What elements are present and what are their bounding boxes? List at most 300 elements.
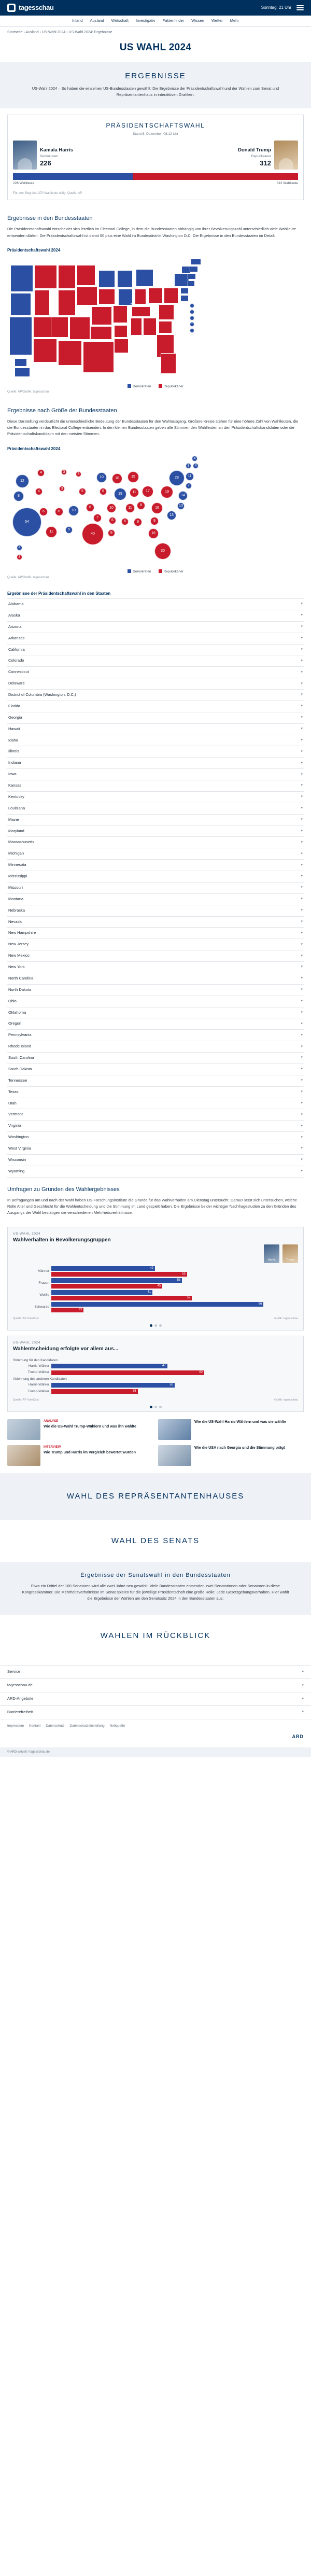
footer [0,1665,311,1747]
nav-item-wissen[interactable]: Wissen [191,18,204,23]
state-row-label: Texas [8,1089,19,1094]
bubble-florida[interactable]: 30 [154,543,171,559]
chevron-down-icon: ▾ [301,897,303,901]
chevron-down-icon: ▾ [301,863,303,867]
state-row-label: Georgia [8,715,22,720]
candidate-party-trump: Republikaner [251,154,271,158]
state-row[interactable] [7,667,304,678]
nav-item-inland[interactable]: Inland [72,18,83,23]
chevron-down-icon: ▾ [301,886,303,890]
teaser-card[interactable] [7,1419,153,1440]
chart2-rejection-row [13,1382,298,1387]
bubble-wisconsin[interactable]: 10 [112,473,122,484]
footer-section-tagesschau[interactable] [0,1679,311,1692]
candidate-name-trump: Donald Trump [238,147,271,153]
main-nav [0,16,311,27]
bubble-nevada[interactable]: 6 [39,508,48,516]
state-row[interactable] [7,701,304,712]
teaser-title: Wie die US-Wahl Harris-Wählern und was sie wählte [194,1419,286,1424]
state-connecticut[interactable] [188,281,195,287]
chart1-title: Wahlverhalten in Bevölkerungsgruppen [13,1237,111,1243]
presidential-result-module [7,115,304,200]
chevron-down-icon: ▾ [301,976,303,981]
state-virginia[interactable] [167,303,178,304]
state-row[interactable] [7,1075,304,1087]
chevron-down-icon: ▾ [301,602,303,606]
bar-label-harris: 226 Wahlleute [13,181,35,186]
state-oklahoma[interactable] [90,326,112,340]
chevron-down-icon: ▾ [301,874,303,878]
state-row[interactable] [7,1098,304,1110]
electoral-bar [13,173,298,180]
survey-chart-1 [7,1227,304,1331]
bubble-alaska[interactable]: 3 [17,554,22,560]
teaser-text [44,1419,136,1440]
chevron-down-icon: ▾ [301,1067,303,1071]
state-dot-dc[interactable] [190,303,194,308]
teaser-thumbnail [7,1419,40,1440]
bubble-map[interactable] [7,454,304,565]
state-row[interactable] [7,973,304,985]
state-row[interactable] [7,894,304,905]
bubble-illinois[interactable]: 19 [114,488,126,500]
state-nevada[interactable] [33,317,53,338]
chart2-sympathy-value: 62 [199,1370,203,1374]
state-wyoming[interactable] [58,290,76,316]
state-alaska[interactable] [15,368,30,377]
footer-links [0,1719,311,1730]
bubble-california[interactable]: 54 [12,508,41,537]
bubble-montana[interactable]: 4 [37,469,45,477]
chart2-rejection-value: 50 [169,1383,173,1387]
footer-section-label-tagesschau: tagesschau.de [7,1683,33,1688]
state-idaho[interactable] [34,290,50,316]
state-row[interactable] [7,883,304,894]
chevron-down-icon: ▾ [301,1169,303,1173]
nav-item-mehr[interactable]: Mehr [230,18,239,23]
map-source-note: Quelle: AP/Grafik: tagesschau [7,390,49,394]
state-row[interactable] [7,599,304,610]
chart1-bar-value: 45 [157,1284,161,1287]
state-row-label: Tennessee [8,1077,27,1083]
chart1-bar-harris [51,1266,155,1271]
chart2-source: Quelle: AP VoteCast [13,1398,39,1402]
bubble-colorado[interactable]: 10 [68,506,79,516]
footer-section-accessibility[interactable] [0,1706,311,1719]
state-row[interactable] [7,1166,304,1178]
state-north-dakota[interactable] [58,265,76,289]
bubble-idaho[interactable]: 4 [35,488,43,495]
state-massachusetts[interactable] [188,273,196,279]
state-row-label: Vermont [8,1112,23,1117]
menu-icon[interactable] [296,4,304,11]
chart1-group [13,1278,298,1289]
chevron-down-icon: ▾ [301,1033,303,1037]
bubble-massachusetts[interactable]: 11 [186,472,194,481]
state-row-label: Rhode Island [8,1044,32,1049]
state-indiana[interactable] [135,289,146,304]
chart1-head-harris: Harris [264,1244,279,1263]
bubble-kentucky[interactable]: 8 [137,501,145,510]
state-row[interactable] [7,735,304,747]
state-row-label: Arkansas [8,635,25,640]
chevron-down-icon: ▾ [302,1697,304,1701]
chevron-down-icon: ▾ [302,1710,304,1714]
state-kansas[interactable] [91,306,112,325]
state-row-label: District of Columbia (Washington, D.C.) [8,692,76,697]
state-row-label: South Dakota [8,1066,32,1071]
state-utah[interactable] [51,317,68,338]
state-row[interactable] [7,678,304,690]
chevron-down-icon: ▾ [301,749,303,753]
state-oregon[interactable] [10,293,31,316]
state-south-dakota[interactable] [77,265,95,286]
teaser-card[interactable] [7,1445,153,1466]
chevron-down-icon: ▾ [301,965,303,969]
bubble-arkansas[interactable]: 6 [109,517,116,524]
state-row[interactable] [7,1041,304,1053]
footer-link[interactable]: Netiquette [109,1724,125,1728]
nav-item-wirtschaft[interactable]: Wirtschaft [111,18,129,23]
state-row[interactable] [7,860,304,871]
bubble-nebraska[interactable]: 5 [79,488,86,495]
bubble-new-york[interactable]: 28 [169,470,185,486]
state-row[interactable] [7,1018,304,1030]
chart1-credit: Grafik: tagesschau [274,1317,298,1320]
state-row[interactable] [7,1087,304,1098]
state-south-carolina[interactable] [159,321,172,333]
chevron-down-icon: ▾ [301,772,303,776]
state-row[interactable] [7,633,304,645]
house-section-title: WAHL DES REPRÄSENTANTENHAUSES [0,1473,311,1520]
bubble-minnesota[interactable]: 10 [96,472,107,483]
chart1-bar-value: 86 [258,1302,262,1306]
chart1-category-label: Weiße [39,1293,49,1297]
chevron-down-icon: ▾ [301,919,303,923]
state-arkansas[interactable] [114,325,128,338]
bubble-new-mexico[interactable]: 5 [65,526,73,534]
bubble-oregon[interactable]: 8 [13,491,24,501]
state-iowa[interactable] [98,289,115,304]
chart2-rejection-bar [51,1383,175,1388]
chevron-down-icon: ▾ [301,1112,303,1116]
footer-section-label-service: Service [7,1669,21,1674]
state-row[interactable] [7,928,304,939]
bubble-missouri[interactable]: 10 [107,503,116,513]
state-row[interactable] [7,1053,304,1064]
chevron-down-icon: ▾ [302,1683,304,1687]
top-bar [0,0,311,16]
bubble-north-carolina[interactable]: 16 [151,502,163,514]
state-new-hampshire[interactable] [190,266,198,272]
chevron-down-icon: ▾ [301,636,303,640]
intro-section [0,62,311,109]
teaser-card[interactable] [158,1419,304,1440]
chart1-bar-value: 42 [150,1266,153,1270]
chart2-rejection-row [13,1389,298,1394]
state-texas[interactable] [83,342,114,373]
chevron-down-icon: ▾ [301,738,303,742]
state-washington[interactable] [10,265,33,292]
bubble-hawaii[interactable]: 4 [17,545,22,551]
state-north-carolina[interactable] [159,304,174,320]
chart1-bar-trump [51,1308,83,1312]
chevron-down-icon: ▾ [301,761,303,765]
bubbles-text: Diese Darstellung verdeutlicht die unterschiedliche Bedeutung der Bundesstaaten für den Wahlausgang. Größere Kreise stehen für eine höhere Zahl von Wahlleuten, die die Bundesstaaten in das Electoral College entsenden. In den kleinen Bundesstaaten geben alle Stimmen den Wahlleuten an den Präsidentschaftskandidaten oder die Präsidentschaftskandidatin mit den meisten Stimmen. [7,418,299,437]
state-row[interactable] [7,724,304,735]
bar-label-trump: 312 Wahlleute [276,181,298,186]
state-row[interactable] [7,1143,304,1155]
state-row[interactable] [7,871,304,883]
chart2-pager[interactable] [8,1406,303,1411]
state-row[interactable] [7,939,304,950]
state-dot-ri[interactable] [190,316,194,320]
bubble-pennsylvania[interactable]: 19 [161,486,173,498]
bubble-tennessee[interactable]: 11 [125,503,135,513]
state-row-label: Alaska [8,612,20,618]
chart2-body [8,1353,303,1398]
state-row[interactable] [7,1007,304,1019]
bubble-mississippi[interactable]: 6 [121,518,129,525]
bubble-louisiana[interactable]: 8 [108,529,115,537]
bubble-washington[interactable]: 12 [16,474,29,488]
electoral-bar-harris [13,173,133,180]
chevron-down-icon: ▾ [301,1044,303,1048]
state-row-label: Utah [8,1100,17,1105]
state-missouri[interactable] [113,305,128,323]
state-row[interactable] [7,622,304,633]
state-california[interactable] [9,317,32,355]
state-row[interactable] [7,1121,304,1132]
bubble-vermont[interactable]: 3 [186,463,191,469]
bubble-south-carolina[interactable]: 9 [150,517,159,525]
state-row-label: Missouri [8,885,23,890]
footer-link[interactable]: Kontakt [29,1724,41,1728]
chevron-down-icon: ▾ [301,670,303,674]
bubble-indiana[interactable]: 11 [130,488,139,497]
chart1-bar-trump [51,1284,162,1289]
state-row-label: Mississippi [8,874,27,879]
state-michigan[interactable] [136,269,153,287]
bubble-iowa[interactable]: 6 [100,488,107,495]
chart2-rejection-title: Ablehnung des anderen Kandidaten [13,1377,67,1381]
state-row-label: North Carolina [8,975,34,981]
senate-result-text: Etwa ein Drittel der 100 Senatoren wird alle zwei Jahre neu gewählt. Viele Bundesstaaten entsenden zwei Senatorinnen oder Senatoren in diese Kongresskammer. Die Mehrheitsverhältnisse im Senat spielen für die jeweilige Präsidentschaft eine große Rolle: Jede Gesetzgebungsvorhaben. Hier wählt die Ergebnisse der Wahlen um den Senatssitz 2024 in den Bundesstaaten aus. [22,1583,289,1601]
footer-link[interactable]: Datenschutz [46,1724,65,1728]
state-row-label: Kentucky [8,794,24,799]
state-row[interactable] [7,996,304,1007]
electoral-bar-trump [133,173,298,180]
state-row[interactable] [7,1132,304,1143]
senate-result-section [0,1562,311,1615]
state-row[interactable] [7,1030,304,1041]
state-row[interactable] [7,645,304,656]
bubbles-heading: Ergebnisse nach Größe der Bundesstaaten [7,407,117,414]
state-wisconsin[interactable] [117,270,133,288]
state-row[interactable] [7,655,304,667]
state-list-title: Ergebnisse der Präsidentschaftswahl in den Staaten [7,591,111,596]
chart1-bar-value: 41 [147,1290,151,1294]
state-row-label: Oklahoma [8,1010,26,1015]
state-row-label: New York [8,964,25,970]
state-row[interactable] [7,950,304,962]
bubble-new-hampshire[interactable]: 4 [193,463,199,469]
bubble-wyoming[interactable]: 3 [59,486,65,492]
teaser-card[interactable] [158,1445,304,1466]
state-maryland[interactable] [180,295,189,301]
chevron-down-icon: ▾ [301,1146,303,1151]
state-row-label: Colorado [8,658,24,663]
state-row-label: Oregon [8,1021,22,1026]
teaser-text [194,1419,286,1440]
state-row[interactable] [7,962,304,973]
state-row-label: Ohio [8,998,17,1003]
bubble-source-note: Quelle: AP/Grafik: tagesschau [7,576,49,579]
footer-link[interactable]: Impressum [7,1724,24,1728]
bubble-oklahoma[interactable]: 7 [93,514,102,522]
nav-item-wetter[interactable]: Wetter [211,18,223,23]
bubble-ohio[interactable]: 17 [142,486,153,497]
footer-section-service[interactable] [0,1665,311,1679]
choropleth-map[interactable] [7,256,304,380]
chevron-down-icon: ▾ [301,1010,303,1014]
chevron-down-icon: ▾ [301,829,303,833]
state-row-label: Connecticut [8,669,29,675]
states-text: Die Präsidentschaftswahl entscheidet sich letztlich im Electoral College, in dem die Bundesstaaten abhängig von ihrer Bevölkerungszahl unterschiedlich viele Wahlleute entsenden dürfen. Die Präsidentschaftswahl ist damit 50 plus eine Wahl im Bundesdistrikt Washington D.C. Die Ergebnisse in den Bundesstaaten im Detail: [7,227,296,238]
state-row[interactable] [7,815,304,826]
chevron-down-icon: ▾ [301,693,303,697]
state-florida[interactable] [161,353,176,374]
bubble-texas[interactable]: 40 [82,523,104,545]
state-row-label: Illinois [8,749,19,754]
chevron-down-icon: ▾ [301,716,303,720]
state-alabama[interactable] [143,318,157,335]
state-row[interactable] [7,758,304,769]
state-row[interactable] [7,1155,304,1166]
state-row[interactable] [7,746,304,758]
state-row[interactable] [7,917,304,928]
chart1-bar-value: 13 [78,1308,82,1311]
state-kentucky[interactable] [131,303,132,304]
candidate-name-harris: Kamala Harris [40,147,73,153]
chevron-down-icon: ▾ [301,988,303,992]
state-row[interactable] [7,610,304,622]
brand[interactable] [7,3,54,13]
bubble-arizona[interactable]: 11 [46,526,57,538]
chevron-down-icon: ▾ [301,908,303,913]
state-dot-ma[interactable] [190,322,194,327]
state-row-label: Nebraska [8,907,25,913]
avatar-harris [13,141,37,170]
chart1-bar-harris [51,1302,263,1307]
teaser-grid [7,1419,304,1466]
nav-item-faktenfinder[interactable]: Faktenfinder [162,18,185,23]
bubble-maine[interactable]: 4 [192,456,197,461]
state-row[interactable] [7,780,304,792]
state-arizona[interactable] [33,339,57,362]
live-status[interactable]: Sonntag, 21 Uhr [261,5,291,10]
state-row[interactable] [7,803,304,815]
teaser-text [194,1445,285,1466]
chevron-down-icon: ▾ [301,1124,303,1128]
bubble-michigan[interactable]: 15 [128,471,139,483]
state-row-label: Washington [8,1135,29,1140]
state-ohio[interactable] [148,288,163,303]
map-legend [0,383,311,390]
footer-section-ard[interactable] [0,1692,311,1706]
bubble-kansas[interactable]: 6 [86,503,94,512]
bubble-alabama[interactable]: 9 [134,518,142,526]
state-new-jersey[interactable] [180,288,189,294]
ard-logo[interactable]: ARD [292,1734,304,1740]
state-row[interactable] [7,985,304,996]
state-row[interactable] [7,905,304,917]
bubble-connecticut[interactable]: 7 [186,483,192,489]
state-row[interactable] [7,826,304,837]
state-row-label: New Jersey [8,942,29,947]
chevron-down-icon: ▾ [301,1101,303,1105]
chevron-down-icon: ▾ [301,1135,303,1139]
bubble-new-jersey[interactable]: 14 [178,491,188,500]
footer-link[interactable]: Datenschutzeinstellung [69,1724,105,1728]
state-colorado[interactable] [69,317,90,340]
state-louisiana[interactable] [114,339,129,353]
state-dot-ct[interactable] [190,328,194,333]
state-maine[interactable] [191,259,201,265]
presidential-module-timestamp: Stand 6. Dezember, 08:12 Uhr [133,132,178,136]
state-tennessee[interactable] [132,306,150,317]
bubble-utah[interactable]: 6 [55,508,63,516]
chart1-group [13,1302,298,1312]
bubble-virginia[interactable]: 13 [167,511,176,520]
brand-label: tagesschau [19,3,54,11]
state-row-label: Pennsylvania [8,1032,32,1038]
state-mississippi[interactable] [131,318,142,335]
state-nebraska[interactable] [77,287,97,305]
state-hawaii[interactable] [15,358,27,367]
state-minnesota[interactable] [98,270,115,288]
state-new-mexico[interactable] [58,341,82,366]
state-row[interactable] [7,837,304,848]
state-dot-de[interactable] [190,310,194,314]
chart1-body [8,1263,303,1316]
state-row[interactable] [7,690,304,701]
chart1-head-trump: Trump [282,1244,298,1263]
chart2-sympathy-bar [51,1370,204,1375]
nav-item-investigativ[interactable]: Investigativ [136,18,156,23]
state-row[interactable] [7,848,304,860]
chart1-pager[interactable] [8,1324,303,1330]
nav-item-ausland[interactable]: Ausland [90,18,104,23]
state-row-label: Arizona [8,624,22,629]
teaser-title: Wie die USA nach Georgia und die Stimmung prägt [194,1445,285,1450]
bubble-maryland[interactable]: 10 [177,502,185,510]
state-row[interactable] [7,712,304,724]
state-row[interactable] [7,792,304,803]
state-montana[interactable] [34,265,57,289]
breadcrumb[interactable]: Startseite › Ausland › US-Wahl 2024 › US-Wahl 2024: Ergebnisse [0,27,311,35]
state-row[interactable] [7,769,304,780]
state-row-label: Michigan [8,851,24,856]
state-row[interactable] [7,1064,304,1075]
bubble-georgia[interactable]: 16 [148,528,159,539]
state-row[interactable] [7,1109,304,1121]
chart1-group [13,1290,298,1300]
chart2-title: Wahlentscheidung erfolgte vor allem aus... [13,1346,119,1352]
bubble-north-dakota[interactable]: 3 [61,469,67,475]
bubble-south-dakota[interactable]: 3 [76,471,81,477]
state-pennsylvania[interactable] [164,288,178,303]
